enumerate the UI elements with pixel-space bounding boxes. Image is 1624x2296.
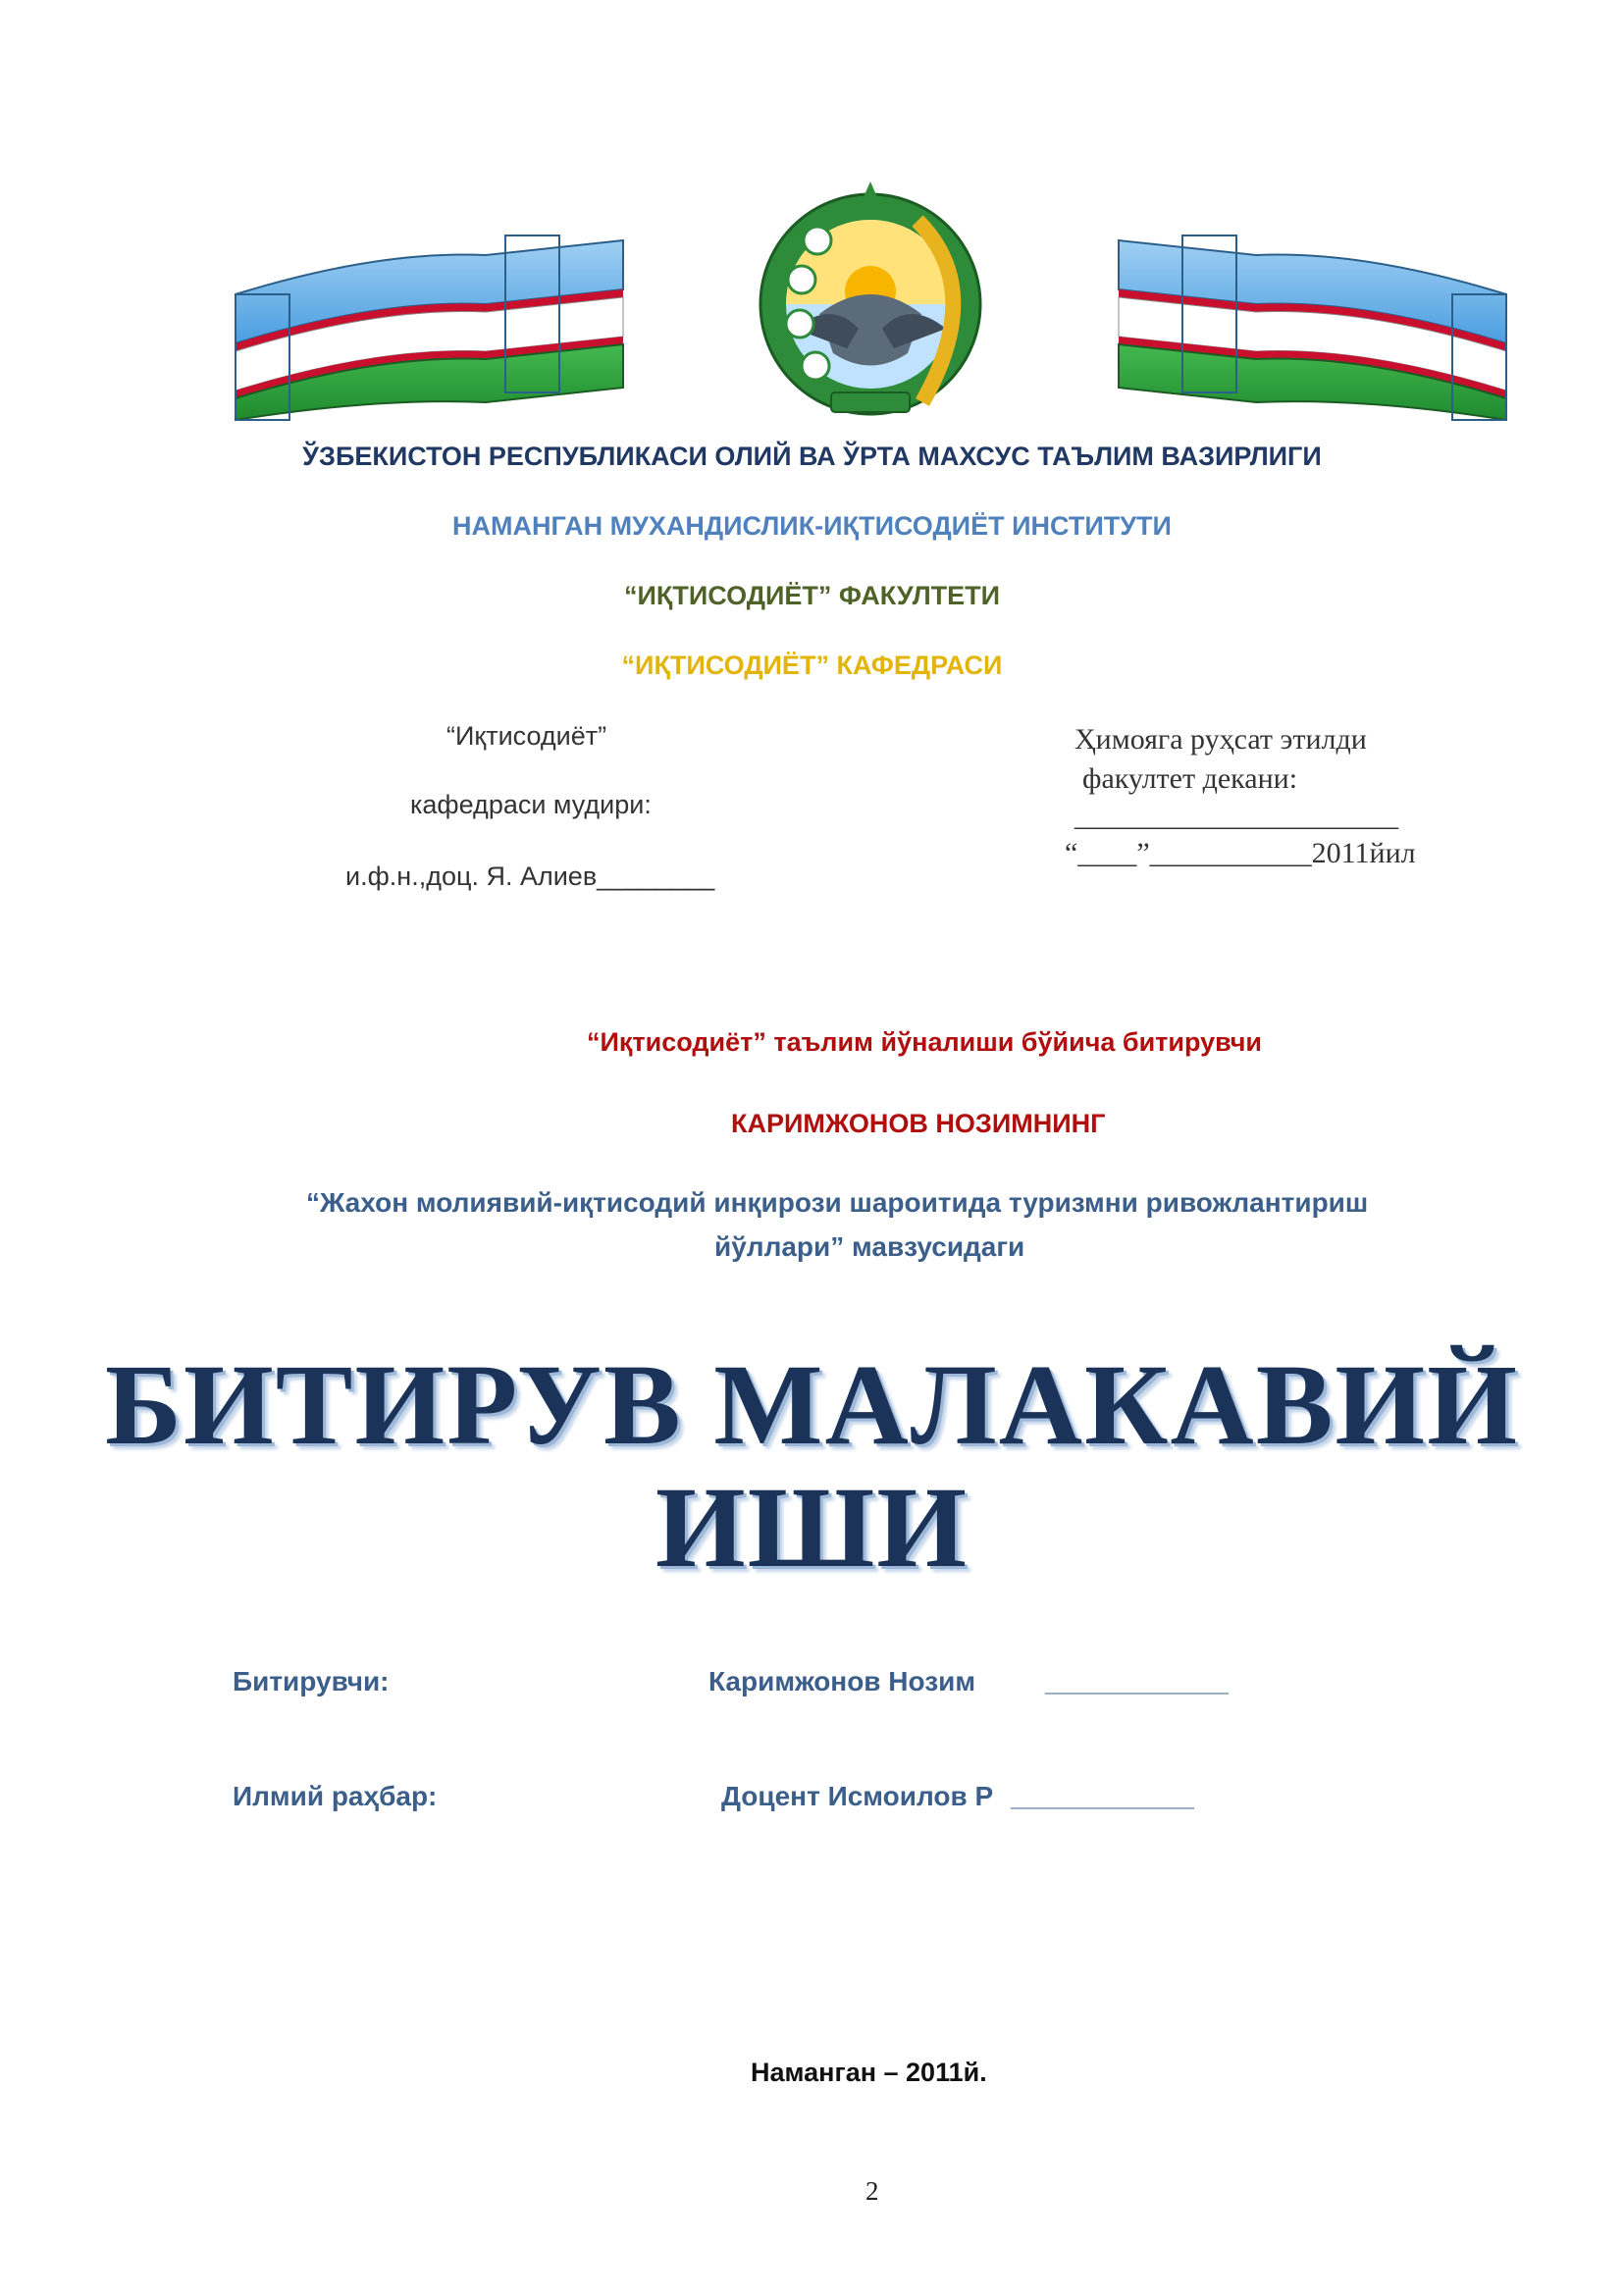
topic-line1: “Жахон молиявий-иқтисодий инқирози шароитида туризмни ривожлантириш bbox=[306, 1187, 1369, 1218]
approval-left-line2: кафедраси мудири: bbox=[410, 790, 652, 819]
study-direction: “Иқтисодиёт” таълим йўналиши бўйича битирувчи bbox=[587, 1027, 1262, 1057]
ministry-title: ЎЗБЕКИСТОН РЕСПУБЛИКАСИ ОЛИЙ ВА ЎРТА МАХСУС ТАЪЛИМ ВАЗИРЛИГИ bbox=[302, 442, 1322, 471]
left-flag-ribbon bbox=[236, 235, 623, 420]
right-flag-ribbon bbox=[1119, 235, 1506, 420]
approval-right-line2: факултет декани: bbox=[1082, 762, 1298, 795]
approval-right-line1: Ҳимояга руҳсат этилди bbox=[1074, 723, 1367, 756]
advisor-label: Илмий раҳбар: bbox=[233, 1781, 438, 1811]
coat-of-arms-icon bbox=[760, 182, 980, 414]
approval-right-line4: “____”___________2011йил bbox=[1065, 837, 1416, 869]
advisor-name: Доцент Исмоилов Р bbox=[721, 1781, 994, 1811]
topic-line2: йўллари” мавзусидаги bbox=[714, 1231, 1025, 1262]
author-name: КАРИМЖОНОВ НОЗИМНИНГ bbox=[731, 1109, 1106, 1138]
document-title-line2: ИШИ bbox=[655, 1463, 969, 1592]
state-emblem-ribbon bbox=[231, 182, 1511, 422]
document-title-line1: БИТИРУВ МАЛАКАВИЙ bbox=[104, 1340, 1519, 1469]
page-number: 2 bbox=[865, 2176, 879, 2206]
graduate-name: Каримжонов Нозим bbox=[708, 1666, 976, 1696]
advisor-signature-line: ____________ bbox=[1011, 1781, 1194, 1811]
approval-left-line3: и.ф.н.,доц. Я. Алиев________ bbox=[345, 861, 715, 891]
approval-right-line3: ______________________ bbox=[1074, 800, 1398, 832]
approval-left-line1: “Иқтисодиёт” bbox=[446, 721, 607, 751]
department-title: “ИҚТИСОДИЁТ” КАФЕДРАСИ bbox=[621, 651, 1003, 680]
graduate-label: Битирувчи: bbox=[233, 1666, 390, 1696]
institute-title: НАМАНГАН МУХАНДИСЛИК-ИҚТИСОДИЁТ ИНСТИТУТИ bbox=[452, 511, 1172, 541]
faculty-title: “ИҚТИСОДИЁТ” ФАКУЛТЕТИ bbox=[623, 581, 1001, 610]
graduate-signature-line: ____________ bbox=[1045, 1666, 1229, 1696]
place-year: Наманган – 2011й. bbox=[751, 2058, 987, 2087]
